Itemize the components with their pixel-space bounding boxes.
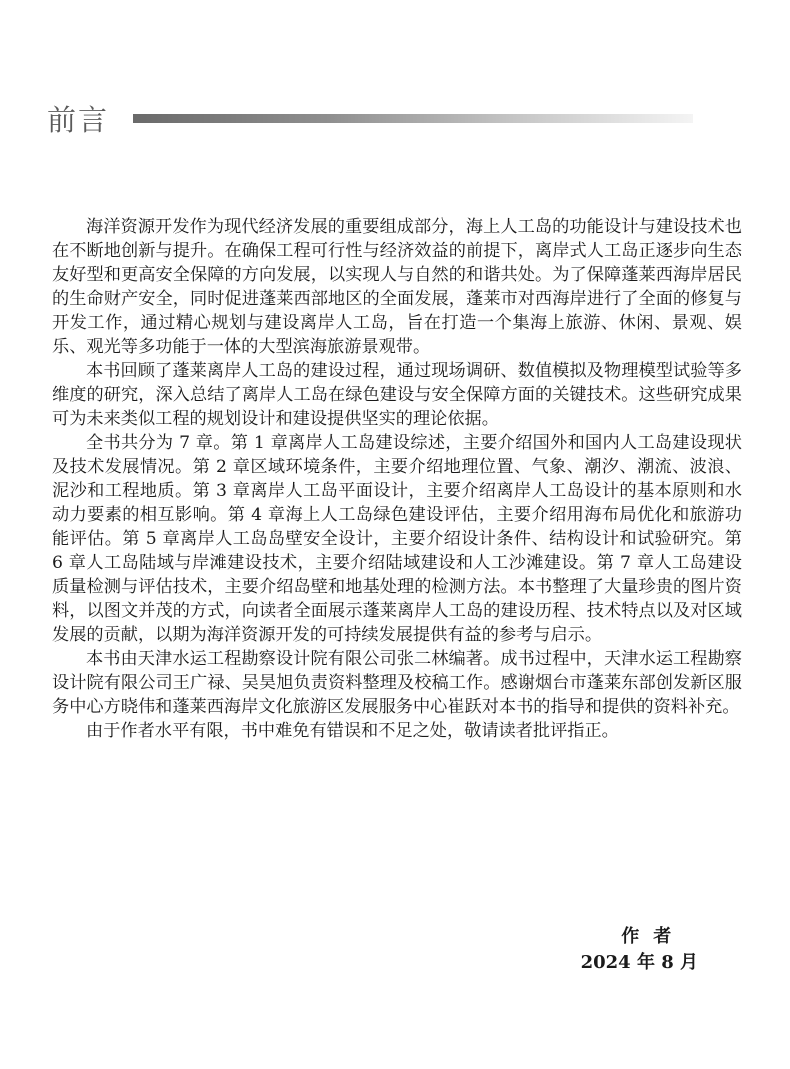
- paragraph: 本书回顾了蓬莱离岸人工岛的建设过程，通过现场调研、数值模拟及物理模型试验等多维度的研究，深入总结了离岸人工岛在绿色建设与安全保障方面的关键技术。这些研究成果可为未来类似工程的规划设计和建设提供坚实的理论依据。: [52, 361, 742, 429]
- paragraph: 本书由天津水运工程勘察设计院有限公司张二林编著。成书过程中，天津水运工程勘察设计院有限公司王广禄、吴昊旭负责资料整理及校稿工作。感谢烟台市蓬莱东部创发新区服务中心方晓伟和蓬莱西海岸文化旅游区发展服务中心崔跃对本书的指导和提供的资料补充。: [52, 649, 742, 717]
- paragraph: 海洋资源开发作为现代经济发展的重要组成部分，海上人工岛的功能设计与建设技术也在不断地创新与提升。在确保工程可行性与经济效益的前提下，离岸式人工岛正逐步向生态友好型和更高安全保障的方向发展，以实现人与自然的和谐共处。为了保障蓬莱西海岸居民的生命财产安全，同时促进蓬莱西部地区的全面发展，蓬莱市对西海岸进行了全面的修复与开发工作，通过精心规划与建设离岸人工岛，旨在打造一个集海上旅游、休闲、景观、娱乐、观光等多功能于一体的大型滨海旅游景观带。: [52, 217, 742, 357]
- author-line: 作者: [621, 926, 686, 947]
- page-header: [47, 100, 697, 140]
- paragraph: 由于作者水平有限，书中难免有错误和不足之处，敬请读者批评指正。: [86, 721, 619, 741]
- signature: [581, 924, 698, 976]
- date-line: 2024 年 8 月: [580, 952, 698, 973]
- title-rule: [133, 114, 693, 123]
- page-title: 前言: [47, 103, 110, 137]
- paragraph: 全书共分为 7 章。第 1 章离岸人工岛建设综述，主要介绍国外和国内人工岛建设现状及技术发展情况。第 2 章区域环境条件，主要介绍地理位置、气象、潮汐、潮流、波浪、泥沙和工程地质。第 3 章离岸人工岛平面设计，主要介绍离岸人工岛设计的基本原则和水动力要素的相互影响。第 4 章海上人工岛绿色建设评估，主要介绍用海布局优化和旅游功能评估。第 5 章离岸人工岛岛壁安全设计，主要介绍设计条件、结构设计和试验研究。第 6 章人工岛陆域与岸滩建设技术，主要介绍陆域建设和人工沙滩建设。第 7 章人工岛建设质量检测与评估技术，主要介绍岛壁和地基处理的检测方法。本书整理了大量珍贵的图片资料，以图文并茂的方式，向读者全面展示蓬莱离岸人工岛的建设历程、技术特点以及对区域发展的贡献，以期为海洋资源开发的可持续发展提供有益的参考与启示。: [52, 433, 742, 645]
- preface-body: [52, 215, 742, 743]
